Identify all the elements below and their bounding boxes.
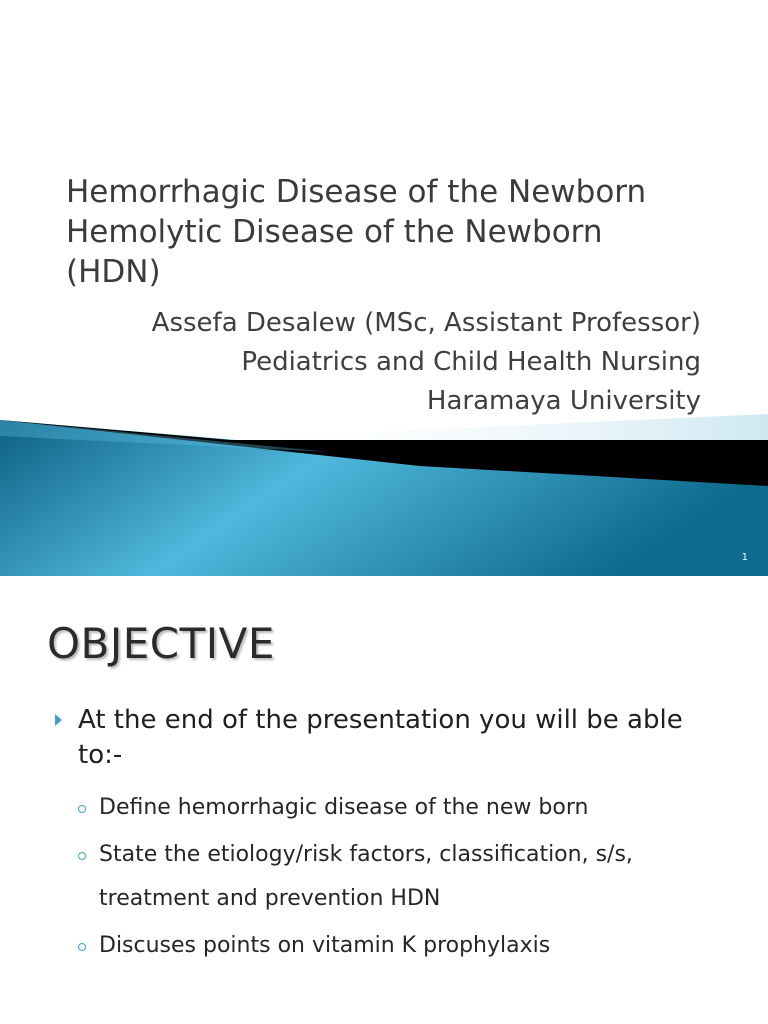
slide-1-title (66, 172, 746, 292)
slide-2-title: OBJECTIVE (47, 619, 275, 668)
sub-bullet (78, 786, 738, 830)
slide-number: 1 (741, 552, 748, 563)
sub-bullet (78, 924, 738, 968)
sub-bullet-text: Discuses points on vitamin K prophylaxis (99, 933, 551, 958)
title-line: Hemolytic Disease of the Newborn (66, 214, 603, 250)
sub-bullet-list (78, 786, 738, 971)
main-bullet: At the end of the presentation you will be able to:- (78, 705, 683, 770)
sub-bullet (78, 833, 738, 921)
title-line: Hemorrhagic Disease of the Newborn (66, 174, 647, 210)
hollow-circle-icon (78, 943, 86, 951)
university-line: Haramaya University (426, 386, 701, 416)
department-line: Pediatrics and Child Health Nursing (241, 347, 701, 377)
pale-wedge (200, 414, 768, 440)
author-line: Assefa Desalew (MSc, Assistant Professor) (151, 308, 701, 338)
decorative-band (0, 400, 768, 576)
hollow-circle-icon (78, 852, 86, 860)
sub-bullet-text: State the etiology/risk factors, classification, s/s, treatment and prevention HDN (99, 842, 633, 911)
title-line: (HDN) (66, 254, 161, 290)
triangle-arrow-icon (55, 714, 62, 726)
hollow-circle-icon (78, 805, 86, 813)
sub-bullet-text: Define hemorrhagic disease of the new born (99, 795, 589, 820)
